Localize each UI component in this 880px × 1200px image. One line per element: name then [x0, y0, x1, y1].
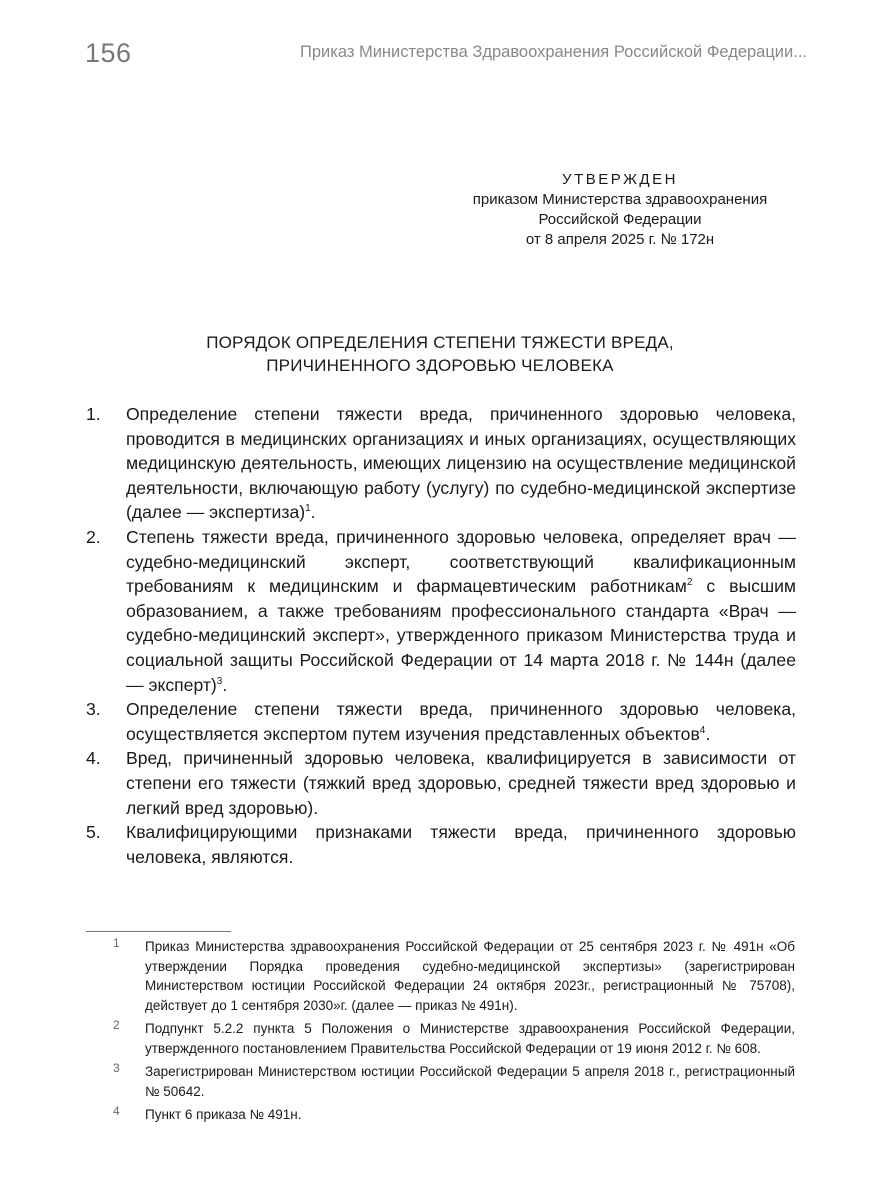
clause-text: с высшим образованием, а также требованиям профессионального стандарта «Врач — судебно-медицинский эксперт», утвержденного приказом Министерства труда и социальной защиты Российской Федерации от 14 марта 2018 г. № 144н (далее — эксперт) [126, 576, 797, 695]
footnote-reference[interactable]: 3 [216, 675, 223, 687]
approved-label: УТВЕРЖДЕН [562, 171, 678, 188]
footnote-text: Зарегистрирован Министерством юстиции Российской Федерации 5 апреля 2018 г., регистрационный № 50642. [145, 1064, 795, 1099]
footnote-number: 3 [113, 1061, 120, 1075]
approval-line: от 8 апреля 2025 г. № 172н [525, 231, 715, 248]
clause-number: 2. [86, 526, 101, 547]
footnote-text: Подпункт 5.2.2 пункта 5 Положения о Министерстве здравоохранения Российской Федерации, утвержденного постановлением Правительства Российской Федерации от 19 июня 2012 г. № 608. [145, 1021, 795, 1056]
footnote-text: Приказ Министерства здравоохранения Российской Федерации от 25 сентября 2023 г. № 491н «Об утверждении Порядка проведения судебно-медицинской экспертизы» (зарегистрирован Министерством юстиции Российской Федерации 24 октября 2023г., регистрационный № 75708), действует до 1 сентября 2030»г. (далее — приказ № 491н). [145, 939, 795, 1013]
footnote-number: 2 [113, 1018, 120, 1032]
clause-number: 5. [86, 822, 101, 843]
clause-text: Определение степени тяжести вреда, причиненного здоровью человека, проводится в медицинских организациях и иных организациях, осуществляющих медицинскую деятельность, имеющих лицензию на осуществление медицинской деятельности, включающую работу (услугу) по судебно-медицинской экспертизе (далее — экспертиза) [126, 404, 796, 523]
clause-item [86, 820, 796, 869]
clause-number: 4. [86, 748, 101, 769]
clause-number: 3. [86, 699, 101, 720]
clause-item [86, 697, 796, 746]
footnotes-list [86, 937, 795, 1129]
clause-text: Определение степени тяжести вреда, причиненного здоровью человека, осуществляется экспертом путем изучения представленных объектов [126, 699, 796, 744]
document-title-line: ПРИЧИНЕННОГО ЗДОРОВЬЮ ЧЕЛОВЕКА [266, 356, 614, 375]
clause-tail: . [310, 502, 316, 523]
clause-text: Вред, причиненный здоровью человека, квалифицируется в зависимости от степени его тяжести (тяжкий вред здоровью, средней тяжести вред здоровью и легкий вред здоровью). [126, 748, 796, 818]
footnote-item [86, 937, 795, 1015]
footnote-item [86, 1019, 795, 1058]
document-title-line: ПОРЯДОК ОПРЕДЕЛЕНИЯ СТЕПЕНИ ТЯЖЕСТИ ВРЕДА, [206, 333, 674, 352]
footnote-text: Пункт 6 приказа № 491н. [145, 1107, 302, 1122]
page-number: 156 [85, 38, 132, 68]
clause-item [86, 746, 796, 820]
clause-number: 1. [86, 404, 101, 424]
footnote-reference[interactable]: 4 [699, 724, 706, 736]
footnote-reference[interactable]: 1 [305, 503, 311, 515]
approval-line: Российской Федерации [538, 211, 702, 228]
footnote-separator [86, 931, 231, 932]
clause-text: Степень тяжести вреда, причиненного здоровью человека, определяет врач — судебно-медицинский эксперт, соответствующий квалификационным требованиям к медицинским и фармацевтическим работникам [126, 526, 796, 597]
clause-text: Квалифицирующими признаками тяжести вреда, причиненного здоровью человека, являются. [126, 822, 796, 867]
clause-tail: . [705, 723, 711, 744]
clause-item [86, 402, 796, 525]
numbered-clauses [86, 402, 796, 869]
approval-line: приказом Министерства здравоохранения [472, 191, 768, 208]
footnote-number: 1 [113, 936, 120, 950]
clause-item [86, 525, 796, 697]
document-title [100, 331, 780, 377]
footnote-number: 4 [113, 1104, 120, 1118]
running-header-title: Приказ Министерства Здравоохранения Российской Федерации... [300, 43, 807, 61]
footnote-reference[interactable]: 2 [686, 577, 693, 589]
clause-tail: . [222, 674, 228, 695]
footnote-item [86, 1105, 795, 1125]
approval-block [440, 170, 800, 250]
footnote-item [86, 1062, 795, 1101]
